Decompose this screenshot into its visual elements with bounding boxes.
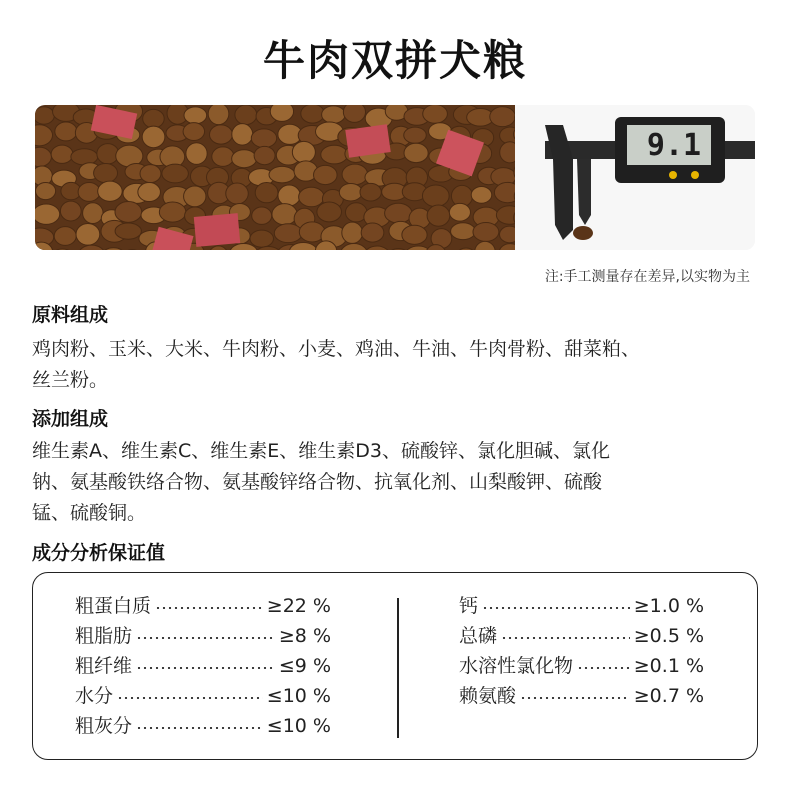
nutrient-name: 钙 (459, 595, 479, 617)
kibble (321, 145, 348, 164)
kibble (250, 230, 274, 247)
kibble (322, 106, 346, 124)
kibble (235, 105, 257, 125)
kibble (251, 129, 276, 148)
kibble (274, 224, 302, 243)
nutrient-name: 粗灰分 (75, 715, 133, 737)
analysis-row (75, 681, 331, 711)
guaranteed-analysis-box (32, 572, 758, 760)
kibble (342, 164, 368, 185)
kibble (143, 109, 165, 128)
kibble (270, 105, 293, 121)
analysis-row (75, 591, 331, 621)
nutrient-name: 总磷 (459, 625, 498, 647)
kibble (98, 181, 123, 201)
nutrient-name: 粗蛋白质 (75, 595, 152, 617)
nutrient-name: 粗纤维 (75, 655, 133, 677)
kibble (212, 147, 234, 167)
kibble (83, 203, 103, 224)
analysis-row (459, 591, 704, 621)
nutrient-value: ≥8 % (278, 625, 331, 647)
kibble (500, 127, 515, 144)
kibble (299, 187, 324, 207)
kibble (404, 143, 428, 162)
kibble (115, 202, 142, 223)
kibble (35, 183, 55, 200)
nutrient-value: ≥0.7 % (633, 685, 704, 707)
page-title: 牛肉双拼犬粮 (262, 36, 527, 85)
kibble (254, 146, 275, 164)
kibble (184, 186, 206, 207)
kibble (500, 226, 515, 243)
leader-dots (136, 727, 263, 729)
kibble (35, 107, 54, 124)
nutrient-name: 粗脂肪 (75, 625, 133, 647)
leader-dots (155, 607, 263, 609)
kibble (51, 145, 73, 163)
kibble (252, 207, 272, 224)
kibble (427, 205, 450, 226)
kibble (186, 143, 207, 165)
kibble (183, 123, 204, 141)
nutrient-value: ≤10 % (266, 715, 331, 737)
kibble (94, 163, 118, 182)
ingredients-line: 丝兰粉。 (32, 369, 109, 391)
kibble (449, 203, 470, 221)
kibble (490, 107, 515, 127)
kibble (360, 183, 381, 201)
kibble (404, 127, 427, 143)
kibble (422, 185, 449, 207)
kibble (115, 223, 141, 239)
additives-text (32, 436, 760, 529)
analysis-heading: 成分分析保证值 (32, 542, 166, 564)
additives-heading: 添加组成 (32, 408, 109, 430)
kibble (343, 105, 365, 122)
leader-dots (136, 637, 275, 639)
kibble (184, 107, 207, 124)
leader-dots (520, 697, 630, 699)
additives-line: 锰、硫酸铜。 (32, 502, 147, 524)
kibble (471, 186, 492, 203)
leader-dots (501, 637, 630, 639)
leader-dots (136, 667, 275, 669)
kibble (232, 124, 253, 145)
kibble (140, 165, 161, 183)
leader-dots (117, 697, 263, 699)
nutrient-name: 水溶性氯化物 (459, 655, 574, 677)
kibble (402, 225, 427, 244)
additives-line: 钠、氨基酸铁络合物、氨基酸锌络合物、抗氧化剂、山梨酸钾、硫酸 (32, 471, 603, 493)
leader-dots (577, 667, 630, 669)
kibble (500, 142, 515, 163)
kibble (54, 227, 76, 246)
nutrient-value: ≥1.0 % (633, 595, 704, 617)
kibble (314, 165, 338, 184)
caliper-icon (515, 105, 755, 250)
kibble (159, 202, 186, 222)
analysis-row (75, 651, 331, 681)
ingredients-text (32, 334, 760, 396)
kibble (78, 183, 100, 202)
kibble (35, 204, 60, 224)
kibble (317, 202, 342, 222)
kibble (278, 185, 300, 206)
kibble (209, 125, 232, 144)
caliper-photo (515, 105, 755, 250)
additives-line: 维生素A、维生素C、维生素E、维生素D3、硫酸锌、氯化胆碱、氯化 (32, 440, 610, 462)
kibble (55, 122, 77, 141)
kibble (272, 204, 297, 225)
kibble (269, 166, 295, 182)
caliper-reading: 9.1 (646, 128, 702, 163)
analysis-row (459, 681, 704, 711)
ingredients-heading: 原料组成 (32, 304, 109, 326)
kibble (97, 144, 119, 164)
kibble (76, 223, 100, 245)
kibble (292, 141, 315, 163)
kibble (142, 126, 165, 148)
kibble (451, 223, 476, 240)
kibble (423, 105, 448, 123)
kibble (255, 183, 278, 203)
kibble (226, 183, 249, 204)
kibble (162, 164, 189, 183)
kibble (71, 149, 98, 165)
kibble (60, 201, 81, 221)
column-divider (397, 598, 399, 738)
kibble (208, 105, 229, 125)
leader-dots (482, 607, 630, 609)
kibble (361, 223, 384, 242)
kibble (494, 182, 515, 202)
product-photo-band (35, 105, 755, 250)
nutrient-value: ≤9 % (278, 655, 331, 677)
kibble (342, 222, 363, 243)
kibble (232, 150, 257, 168)
nutrient-value: ≥0.5 % (633, 625, 704, 647)
analysis-row (75, 711, 331, 741)
nutrient-value: ≥0.1 % (633, 655, 704, 677)
nutrient-name: 水分 (75, 685, 114, 707)
kibble (339, 183, 362, 201)
kibble-photo (35, 105, 515, 250)
nutrient-name: 赖氨酸 (459, 685, 517, 707)
nutrient-value: ≤10 % (266, 685, 331, 707)
kibble (138, 183, 161, 202)
analysis-row (459, 621, 704, 651)
measurement-note: 注:手工测量存在差异,以实物为主 (544, 269, 750, 285)
nutrient-value: ≥22 % (266, 595, 331, 617)
analysis-row (459, 651, 704, 681)
ingredients-line: 鸡肉粉、玉米、大米、牛肉粉、小麦、鸡油、牛油、牛肉骨粉、甜菜粕、 (32, 338, 641, 360)
kibble (473, 222, 499, 241)
kibble (385, 203, 412, 223)
kibble (301, 105, 325, 123)
analysis-row (75, 621, 331, 651)
